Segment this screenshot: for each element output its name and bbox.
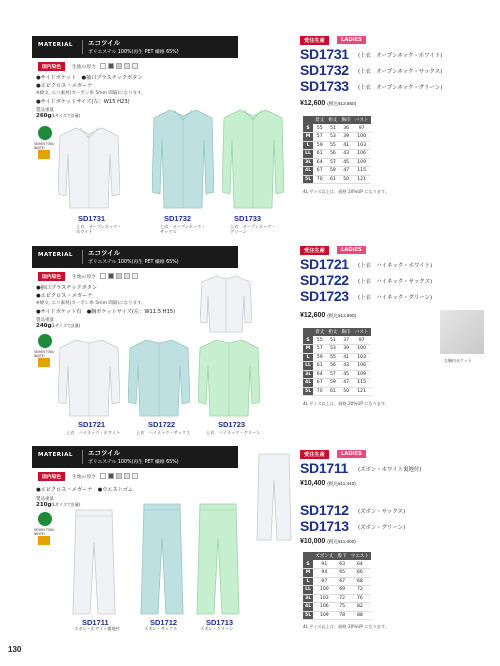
section-sd1711 <box>0 446 500 631</box>
size-value: 72 <box>349 586 371 595</box>
eco-mark-icon <box>38 536 50 545</box>
size-label: L <box>303 353 313 362</box>
size-table-header: 桁丈 <box>328 330 338 335</box>
cert-text: SEIHIN TOKU NINTEI <box>34 528 55 536</box>
size-value: 63 <box>336 560 349 569</box>
product-code: SD1721 <box>78 420 106 429</box>
product-desc: (ズボン・サックス) <box>358 509 406 515</box>
size-value: 56 <box>326 362 339 371</box>
size-label: LL <box>303 362 313 371</box>
swatch <box>124 473 130 479</box>
eco-mark-icon <box>38 358 50 367</box>
size-value: 106 <box>313 603 335 612</box>
size-value: 59 <box>313 353 326 362</box>
size-value: 61 <box>313 362 326 371</box>
eco-mark-icon <box>38 150 50 159</box>
product-code: SD1723 <box>218 420 246 429</box>
size-row <box>303 336 371 345</box>
size-note: 4L サイズ以上は、価格 20%UP になります。 <box>303 624 390 629</box>
material-bar <box>32 246 238 268</box>
domestic-dye-badge: 国内染色 <box>38 62 65 71</box>
feature-line: ●サイドポケット ●抽口プラスチックボタン <box>36 75 143 81</box>
size-value: 43 <box>340 150 353 159</box>
swatch <box>132 473 138 479</box>
size-label: M <box>303 345 313 354</box>
product-code: SD1731 <box>78 214 106 223</box>
product-desc: (上衣 ハイネック・ホワイト) <box>358 263 433 269</box>
size-value: 106 <box>353 150 371 159</box>
size-row <box>303 124 371 133</box>
product-desc: (ズボン・ホワイト裏地付) <box>358 467 422 473</box>
size-value: 51 <box>326 124 339 133</box>
section-sd1721 <box>0 246 500 442</box>
product-caption: ズボン・サックス <box>144 626 178 631</box>
size-value: 36 <box>340 124 353 133</box>
size-label: 4L <box>305 380 312 386</box>
size-value: 53 <box>326 133 339 142</box>
size-value: 57 <box>313 345 326 354</box>
size-table-header: ズボン丈 <box>315 554 334 559</box>
big-product-code: SD1723 <box>300 288 349 304</box>
size-label: S <box>303 560 313 569</box>
size-table-header: 桁丈 <box>328 118 338 123</box>
ladies-badge: LADIES <box>337 36 366 44</box>
size-value: 109 <box>353 370 371 379</box>
swatch <box>100 63 106 69</box>
size-value: 64 <box>313 370 326 379</box>
swatch <box>100 473 106 479</box>
size-value: 55 <box>326 353 339 362</box>
size-value: 103 <box>353 353 371 362</box>
size-value: 69 <box>336 586 349 595</box>
product-desc: (上衣 ハイネック・グリーン) <box>358 295 433 301</box>
size-value: 56 <box>326 150 339 159</box>
size-value: 68 <box>349 577 371 586</box>
size-value: 41 <box>340 353 353 362</box>
product-caption: ズボン・ホワイト裏地付 <box>74 626 120 631</box>
product-desc: (上衣 オープンネック・ホワイト) <box>358 53 443 59</box>
size-row <box>303 370 371 379</box>
swatch <box>108 473 114 479</box>
size-label: 3L <box>305 595 312 601</box>
pants-sax-image <box>140 502 184 616</box>
domestic-dye-badge: 国内染色 <box>38 272 65 281</box>
cert-text: SEIHIN TOKU NINTEI <box>34 142 55 150</box>
swatch <box>124 63 130 69</box>
fabric-name: エコツイル <box>88 249 121 257</box>
size-table-header: ウエスト <box>350 554 370 559</box>
size-table-header: 着丈 <box>315 330 325 335</box>
thickness-swatches <box>100 63 138 69</box>
size-value: 97 <box>353 124 371 133</box>
made-to-order-badge: 受注生産 <box>300 36 329 45</box>
size-value: 59 <box>326 379 339 388</box>
size-row <box>303 387 371 396</box>
size-row <box>303 133 371 142</box>
jacket-white-image <box>58 124 120 210</box>
price: ¥12,600 (税込¥13,860) <box>300 312 357 319</box>
size-table-header <box>303 552 313 560</box>
size-value: 65 <box>336 569 349 578</box>
page-number: 130 <box>8 645 22 654</box>
size-value: 70 <box>313 387 326 396</box>
size-value: 88 <box>349 611 371 620</box>
size-value: 61 <box>313 150 326 159</box>
size-table <box>303 552 371 620</box>
size-table-header: 股下 <box>337 554 347 559</box>
pants-white-small-image <box>256 452 292 542</box>
pocket-size: ●サイドポケット有 ●胸ポケットサイズ(左：W11.5 H15) <box>36 309 176 315</box>
size-value: 47 <box>340 379 353 388</box>
fabric-name: エコツイル <box>88 39 121 47</box>
size-row <box>303 141 371 150</box>
size-label: M <box>303 133 313 142</box>
size-value: 121 <box>353 175 371 184</box>
jacket-green-image <box>222 106 284 210</box>
product-code: SD1712 <box>150 618 178 627</box>
feature-line: ●抽口プラスチックボタン <box>36 285 98 291</box>
size-note: 4L サイズ以上は、価格 20%UP になります。 <box>303 401 390 406</box>
big-product-code: SD1733 <box>300 78 349 94</box>
size-value: 82 <box>349 603 371 612</box>
size-row <box>303 611 371 620</box>
swatch <box>132 63 138 69</box>
size-value: 103 <box>353 141 371 150</box>
swatch <box>132 273 138 279</box>
fabric-note: ※綾文, エコ素材(カーボン糸 5mm 間隔)になります。 <box>36 301 146 306</box>
divider <box>82 250 83 264</box>
size-value: 57 <box>326 370 339 379</box>
cert-text: SEIHIN TOKU NINTEI <box>34 350 55 358</box>
product-caption: ズボン・グリーン <box>200 626 234 631</box>
size-label: LL <box>303 586 313 595</box>
swatch <box>108 63 114 69</box>
product-code: SD1722 <box>148 420 176 429</box>
big-product-code: SD1713 <box>300 518 349 534</box>
inner-pocket-image <box>440 310 484 354</box>
swatch <box>116 273 122 279</box>
thickness-label: 生地の厚さ <box>72 275 96 280</box>
price: ¥10,000 (税込¥11,000) <box>300 538 356 545</box>
size-row <box>303 167 371 176</box>
big-product-code: SD1711 <box>300 460 349 476</box>
size-value: 37 <box>340 336 353 345</box>
size-value: 59 <box>313 141 326 150</box>
swatch <box>124 273 130 279</box>
size-table-header <box>303 116 313 124</box>
product-code: SD1733 <box>234 214 262 223</box>
size-label: 3L <box>305 371 312 377</box>
size-label: S <box>303 124 313 133</box>
size-value: 67 <box>313 379 326 388</box>
domestic-dye-badge: 国内染色 <box>38 472 65 481</box>
size-value: 45 <box>340 370 353 379</box>
size-label: 5L <box>305 388 312 394</box>
size-value: 100 <box>353 133 371 142</box>
size-row <box>303 353 371 362</box>
big-product-code: SD1732 <box>300 62 349 78</box>
size-label: 3L <box>305 159 312 165</box>
fabric-desc: ポリエステル 100%(再生 PET 繊維 65%) <box>88 260 179 265</box>
feature-line: ●エピクロス・メガーナ <box>36 83 93 89</box>
size-table-header: 胸巾 <box>341 118 351 123</box>
product-caption: 上衣 オープンネック・ グリーン <box>230 224 276 235</box>
weight-value: 260g(Lサイズで計量) <box>36 113 81 119</box>
weight-label: 製品重量 <box>36 108 54 113</box>
ladies-badge: LADIES <box>337 246 366 254</box>
fabric-desc: ポリエステル 100%(再生 PET 繊維 65%) <box>88 460 179 465</box>
size-note: 4L サイズ以上は、価格 20%UP になります。 <box>303 189 390 194</box>
weight-value: 240g(Lサイズで計量) <box>36 323 81 329</box>
size-value: 43 <box>340 362 353 371</box>
size-value: 100 <box>353 345 371 354</box>
price: ¥10,400 (税込¥11,440) <box>300 480 356 487</box>
size-value: 121 <box>353 387 371 396</box>
size-label: 5L <box>305 176 312 182</box>
size-value: 50 <box>340 175 353 184</box>
jacket-green-image <box>198 336 260 418</box>
size-value: 91 <box>313 560 335 569</box>
weight-label: 製品重量 <box>36 318 54 323</box>
product-caption: 上衣 オープンネック・ ホワイト <box>76 224 122 235</box>
size-label: 4L <box>305 168 312 174</box>
size-row <box>303 175 371 184</box>
size-value: 64 <box>313 158 326 167</box>
pants-white-image <box>72 508 116 616</box>
size-value: 72 <box>336 594 349 603</box>
size-value: 57 <box>326 158 339 167</box>
weight-label: 製品重量 <box>36 497 54 502</box>
size-row <box>303 345 371 354</box>
size-label: 5L <box>305 612 312 618</box>
size-value: 55 <box>326 141 339 150</box>
size-value: 61 <box>326 175 339 184</box>
size-label: LL <box>303 150 313 159</box>
size-row <box>303 158 371 167</box>
size-value: 67 <box>313 167 326 176</box>
size-value: 106 <box>353 362 371 371</box>
material-bar <box>32 36 238 58</box>
size-row <box>303 594 371 603</box>
thickness-label: 生地の厚さ <box>72 65 96 70</box>
size-row <box>303 569 371 578</box>
fabric-note: ※綾文, エコ素材(カーボン糸 5mm 間隔)になります。 <box>36 91 146 96</box>
size-label: L <box>303 577 313 586</box>
jacket-sax-image <box>128 336 190 418</box>
size-value: 55 <box>313 336 326 345</box>
size-value: 39 <box>340 345 353 354</box>
size-value: 115 <box>353 379 371 388</box>
size-value: 76 <box>349 594 371 603</box>
fabric-desc: ポリエステル 100%(再生 PET 繊維 65%) <box>88 50 179 55</box>
product-caption: 上衣 ハイネック・グリーン <box>206 430 261 435</box>
size-value: 45 <box>340 158 353 167</box>
size-value: 55 <box>313 124 326 133</box>
size-value: 57 <box>313 133 326 142</box>
size-value: 50 <box>340 387 353 396</box>
big-product-code: SD1722 <box>300 272 349 288</box>
jacket-sax-image <box>152 106 214 210</box>
feature-line: ●エピクロス・メガーナ ●ウエストゴム <box>36 487 134 493</box>
pants-green-image <box>196 502 240 616</box>
size-value: 94 <box>313 569 335 578</box>
eco-cert-icon <box>38 512 52 526</box>
product-caption: 上衣 ハイネック・サックス <box>136 430 191 435</box>
size-table <box>303 116 371 184</box>
jacket-white-image <box>58 336 120 418</box>
divider <box>82 450 83 464</box>
size-value: 78 <box>336 611 349 620</box>
size-row <box>303 603 371 612</box>
size-table-header: バスト <box>354 118 369 123</box>
ladies-badge: LADIES <box>337 450 366 458</box>
size-value: 47 <box>340 167 353 176</box>
thickness-swatches <box>100 473 138 479</box>
section-sd1731 <box>0 36 500 244</box>
size-value: 39 <box>340 133 353 142</box>
size-value: 103 <box>313 594 335 603</box>
size-value: 59 <box>326 167 339 176</box>
pocket-caption: 左胸内ポケット <box>444 358 472 363</box>
size-table-header: 着丈 <box>315 118 325 123</box>
material-bar <box>32 446 238 468</box>
size-row <box>303 560 371 569</box>
eco-cert-icon <box>38 334 52 348</box>
material-label: MATERIAL <box>38 452 73 458</box>
weight-value: 210g(Lサイズで計量) <box>36 502 81 508</box>
product-caption: 上衣 ハイネック・ホワイト <box>66 430 121 435</box>
size-label: 4L <box>305 604 312 610</box>
big-product-code: SD1721 <box>300 256 349 272</box>
size-value: 100 <box>313 586 335 595</box>
material-label: MATERIAL <box>38 252 73 258</box>
size-row <box>303 379 371 388</box>
size-table-header: 胸巾 <box>341 330 351 335</box>
swatch <box>100 273 106 279</box>
product-caption: 上衣 オープンネック・ サックス <box>160 224 206 235</box>
product-desc: (上衣 ハイネック・サックス) <box>358 279 433 285</box>
size-value: 41 <box>340 141 353 150</box>
big-product-code: SD1712 <box>300 502 349 518</box>
size-row <box>303 577 371 586</box>
size-row <box>303 362 371 371</box>
size-row <box>303 150 371 159</box>
product-code: SD1711 <box>82 618 109 627</box>
size-value: 67 <box>336 577 349 586</box>
thickness-label: 生地の厚さ <box>72 475 96 480</box>
price: ¥12,600 (税込¥13,860) <box>300 100 357 107</box>
size-value: 109 <box>353 158 371 167</box>
eco-cert-icon <box>38 126 52 140</box>
size-value: 51 <box>326 336 339 345</box>
swatch <box>108 273 114 279</box>
swatch <box>116 473 122 479</box>
size-value: 115 <box>353 167 371 176</box>
size-label: S <box>303 336 313 345</box>
product-code: SD1732 <box>164 214 192 223</box>
jacket-white-small-image <box>200 272 252 334</box>
size-value: 75 <box>336 603 349 612</box>
material-label: MATERIAL <box>38 42 73 48</box>
divider <box>82 40 83 54</box>
made-to-order-badge: 受注生産 <box>300 450 329 459</box>
size-table-header: バスト <box>354 330 369 335</box>
made-to-order-badge: 受注生産 <box>300 246 329 255</box>
size-value: 70 <box>313 175 326 184</box>
size-value: 97 <box>353 336 371 345</box>
pocket-size: ●サイドポケットサイズ(左：W15 H23) <box>36 99 130 105</box>
fabric-name: エコツイル <box>88 449 121 457</box>
swatch <box>116 63 122 69</box>
size-value: 109 <box>313 611 335 620</box>
product-desc: (上衣 オープンネック・グリーン) <box>358 85 443 91</box>
size-table-header <box>303 328 313 336</box>
size-label: M <box>303 569 313 578</box>
product-desc: (ズボン・グリーン) <box>358 525 406 531</box>
size-value: 61 <box>326 387 339 396</box>
size-value: 64 <box>349 560 371 569</box>
product-desc: (上衣 オープンネック・サックス) <box>358 69 443 75</box>
product-code: SD1713 <box>206 618 234 627</box>
thickness-swatches <box>100 273 138 279</box>
feature-line: ●エピクロス・メガーナ <box>36 293 93 299</box>
size-label: L <box>303 141 313 150</box>
size-value: 53 <box>326 345 339 354</box>
size-value: 66 <box>349 569 371 578</box>
big-product-code: SD1731 <box>300 46 349 62</box>
size-row <box>303 586 371 595</box>
size-value: 97 <box>313 577 335 586</box>
size-table <box>303 328 371 396</box>
